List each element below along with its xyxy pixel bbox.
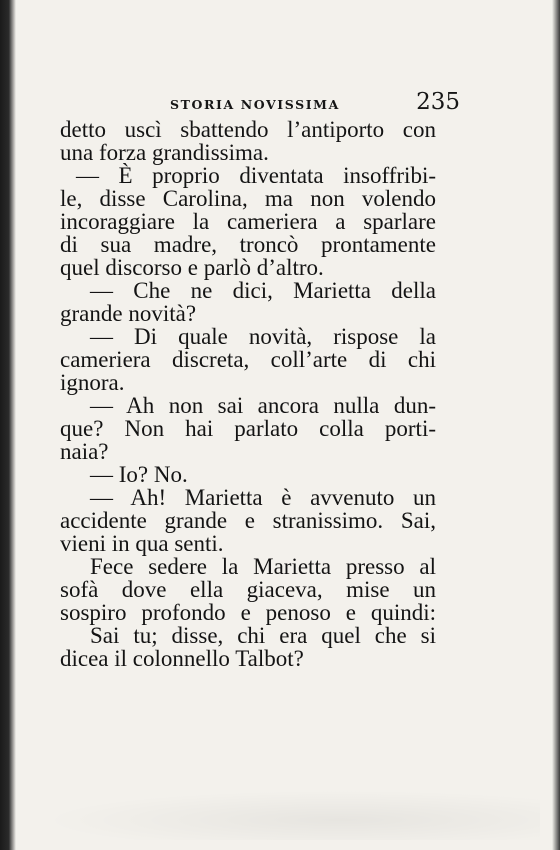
text-line: — Di quale novità, rispose la <box>90 324 436 349</box>
text-line: incoraggiare la cameriera a sparlare <box>60 209 436 234</box>
text-line: Sai tu; disse, chi era quel che si <box>90 623 436 648</box>
text-line: — Che ne dici, Marietta della <box>90 278 436 303</box>
page-header <box>170 91 460 119</box>
text-line: — Ah! Marietta è avvenuto un <box>90 485 436 510</box>
text-line: vieni in qua senti. <box>60 531 224 556</box>
text-line: — È proprio diventata insoffribi- <box>76 163 436 188</box>
text-line: detto uscì sbattendo l’antiporto con <box>60 117 436 142</box>
text-line: — Io? No. <box>90 462 188 487</box>
text-line: dicea il colonnello Talbot? <box>60 646 304 671</box>
page-binding-shadow <box>0 0 16 850</box>
page-edge-shadow <box>552 0 560 850</box>
text-line: grande novità? <box>60 301 197 326</box>
text-line: di sua madre, troncò prontamente <box>60 232 436 257</box>
text-line: quel discorso e parlò d’altro. <box>60 255 324 280</box>
body-text <box>60 118 436 670</box>
text-line: cameriera discreta, coll’arte di chi <box>60 347 436 372</box>
running-title: STORIA NOVISSIMA <box>170 97 340 112</box>
paper-stain <box>40 790 540 840</box>
text-line: una forza grandissima. <box>60 140 269 165</box>
text-line: Fece sedere la Marietta presso al <box>90 554 436 579</box>
text-line: sospiro profondo e penoso e quindi: <box>60 600 436 625</box>
text-line: que? Non hai parlato colla porti- <box>60 416 436 441</box>
text-line: ignora. <box>60 370 125 395</box>
page-number: 235 <box>416 89 460 115</box>
text-line: — Ah non sai ancora nulla dun- <box>90 393 436 418</box>
text-line: naia? <box>60 439 109 464</box>
text-line: accidente grande e stranissimo. Sai, <box>60 508 436 533</box>
text-line: le, disse Carolina, ma non volendo <box>60 186 436 211</box>
text-line: sofà dove ella giaceva, mise un <box>60 577 436 602</box>
